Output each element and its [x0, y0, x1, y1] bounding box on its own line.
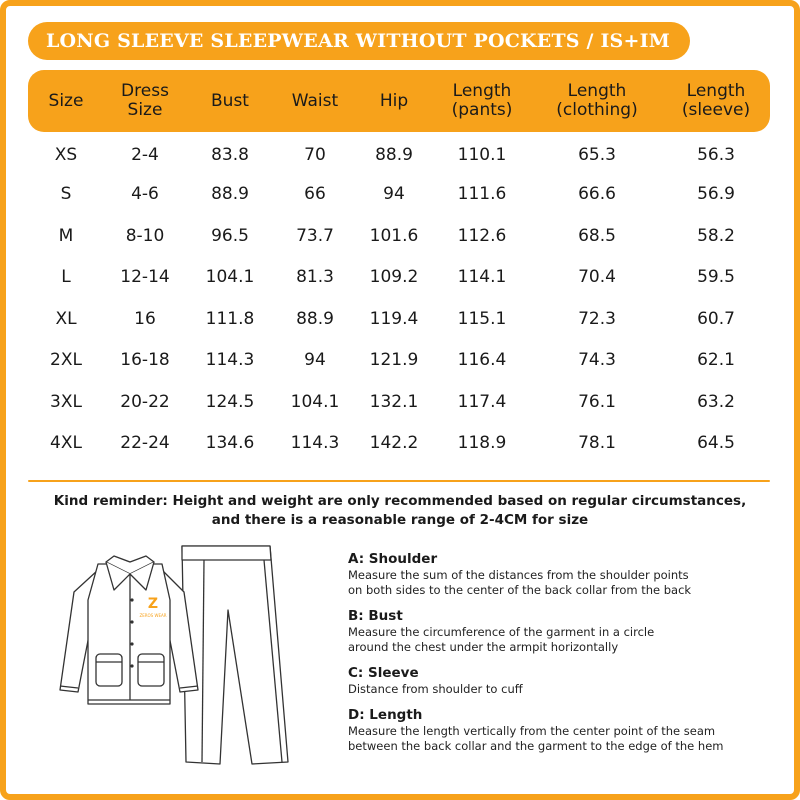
table-cell: 110.1: [457, 144, 507, 165]
table-cell: 62.1: [697, 350, 735, 371]
table-cell: 72.3: [578, 308, 616, 329]
table-cell: 94: [383, 184, 405, 205]
table-cell: 111.8: [205, 308, 255, 329]
table-cell: 96.5: [211, 225, 249, 246]
measure-desc: Measure the length vertically from the center point of the seam: [348, 724, 716, 738]
reminder-line-2: and there is a reasonable range of 2-4CM for size: [211, 512, 589, 528]
table-cell: 132.1: [369, 391, 419, 412]
table-cell: 2-4: [131, 144, 159, 165]
pants-waistband: [182, 546, 271, 560]
table-cell: 109.2: [369, 267, 419, 288]
measure-sleeve: [348, 665, 778, 697]
table-cell: 59.5: [697, 267, 735, 288]
table-cell: 74.3: [578, 350, 616, 371]
header-waist: Waist: [291, 90, 339, 111]
table-cell: 20-22: [120, 391, 170, 412]
table-cell: 88.9: [375, 144, 413, 165]
reminder-line-1: Kind reminder: Height and weight are only recommended based on regular circumstances,: [53, 493, 747, 509]
table-row: [28, 132, 770, 174]
table-cell: 22-24: [120, 433, 170, 454]
measure-title: B: Bust: [348, 608, 403, 624]
table-cell: 81.3: [296, 267, 334, 288]
table-cell: 118.9: [457, 433, 507, 454]
shirt-pocket-left: [96, 654, 122, 686]
measure-desc: on both sides to the center of the back collar from the back: [348, 583, 692, 597]
table-cell: 56.9: [697, 184, 735, 205]
size-chart: [28, 70, 770, 464]
table-cell: 16-18: [120, 350, 170, 371]
table-cell: 104.1: [290, 391, 340, 412]
table-cell: 12-14: [120, 267, 170, 288]
table-cell: 83.8: [211, 144, 249, 165]
table-cell: 114.3: [205, 350, 255, 371]
page-title-banner: LONG SLEEVE SLEEPWEAR WITHOUT POCKETS / IS+IM: [28, 22, 690, 60]
kind-reminder: [30, 492, 770, 530]
header-dress-size: Dress Size: [121, 81, 169, 120]
header-length-pants: Length (pants): [451, 81, 513, 120]
table-cell: 101.6: [369, 225, 419, 246]
header-length-sleeve: Length (sleeve): [681, 81, 751, 120]
section-divider: [28, 480, 770, 482]
measure-desc: around the chest under the armpit horizontally: [348, 640, 619, 654]
table-cell: L: [61, 267, 71, 288]
table-cell: 4-6: [131, 184, 159, 205]
table-row: [28, 257, 770, 299]
table-cell: 66.6: [578, 184, 616, 205]
table-cell: 78.1: [578, 433, 616, 454]
table-cell: XL: [55, 308, 77, 329]
svg-text:ZEROS WEAR: ZEROS WEAR: [139, 613, 167, 618]
table-cell: 88.9: [211, 184, 249, 205]
table-cell: 56.3: [697, 144, 735, 165]
pajama-drawing: [52, 540, 312, 780]
table-cell: 117.4: [457, 391, 507, 412]
measure-desc: Measure the sum of the distances from the shoulder points: [348, 568, 689, 582]
measure-title: A: Shoulder: [348, 551, 438, 567]
table-cell: 65.3: [578, 144, 616, 165]
table-cell: XS: [54, 144, 78, 165]
table-cell: 114.3: [290, 433, 340, 454]
measure-desc: Distance from shoulder to cuff: [348, 682, 523, 696]
table-cell: 3XL: [50, 391, 82, 412]
size-table: [28, 70, 770, 464]
table-cell: 94: [304, 350, 326, 371]
table-cell: 63.2: [697, 391, 735, 412]
table-cell: 142.2: [369, 433, 419, 454]
measurement-guide: [348, 551, 778, 764]
table-cell: 104.1: [205, 267, 255, 288]
table-cell: 114.1: [457, 267, 507, 288]
table-cell: S: [60, 184, 72, 205]
table-cell: 4XL: [50, 433, 82, 454]
table-cell: 76.1: [578, 391, 616, 412]
table-row: [28, 215, 770, 257]
table-cell: 58.2: [697, 225, 735, 246]
table-header-row: [28, 70, 770, 132]
header-length-clothing: Length (clothing): [556, 81, 638, 120]
table-cell: 88.9: [296, 308, 334, 329]
pajama-illustration: [52, 540, 312, 780]
table-cell: 60.7: [697, 308, 735, 329]
table-cell: 116.4: [457, 350, 507, 371]
table-cell: 124.5: [205, 391, 255, 412]
measure-desc: between the back collar and the garment to the edge of the hem: [348, 739, 724, 753]
table-cell: 111.6: [457, 184, 507, 205]
measure-length: [348, 707, 778, 754]
table-row: [28, 174, 770, 216]
table-cell: 115.1: [457, 308, 507, 329]
table-cell: 112.6: [457, 225, 507, 246]
table-cell: 73.7: [296, 225, 334, 246]
header-bust: Bust: [211, 90, 249, 111]
table-cell: 134.6: [205, 433, 255, 454]
table-cell: 66: [304, 184, 326, 205]
table-cell: M: [58, 225, 74, 246]
table-cell: 68.5: [578, 225, 616, 246]
table-cell: 8-10: [125, 225, 165, 246]
table-row: [28, 423, 770, 465]
table-cell: 70: [304, 144, 326, 165]
table-cell: 121.9: [369, 350, 419, 371]
table-cell: 70.4: [578, 267, 616, 288]
table-row: [28, 298, 770, 340]
table-cell: 64.5: [697, 433, 735, 454]
svg-text:Z: Z: [147, 596, 159, 612]
shirt-pocket-right: [138, 654, 164, 686]
measure-bust: [348, 608, 778, 655]
header-size: Size: [48, 90, 84, 111]
table-cell: 119.4: [369, 308, 419, 329]
table-cell: 2XL: [50, 350, 82, 371]
table-row: [28, 340, 770, 382]
measure-shoulder: [348, 551, 778, 598]
header-hip: Hip: [379, 90, 409, 111]
measure-title: C: Sleeve: [348, 665, 419, 681]
measure-title: D: Length: [348, 707, 423, 723]
table-cell: 16: [134, 308, 156, 329]
table-row: [28, 381, 770, 423]
measure-desc: Measure the circumference of the garment in a circle: [348, 625, 655, 639]
